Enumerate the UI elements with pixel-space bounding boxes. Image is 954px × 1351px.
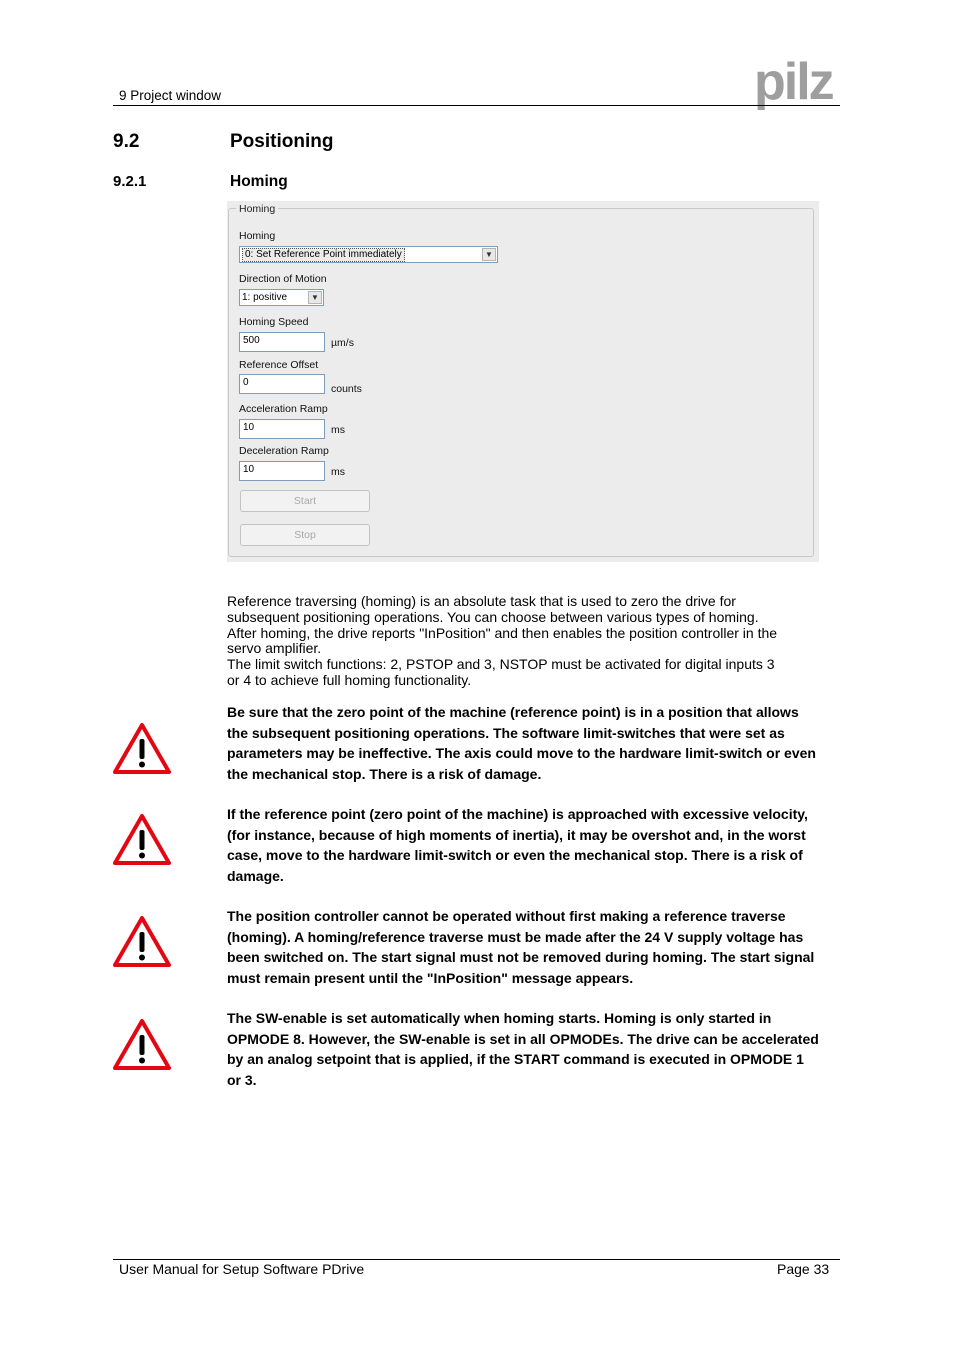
text-line: Be sure that the zero point of the machine (reference point) is in a position that allows: [227, 704, 799, 720]
subsection-number: 9.2.1: [113, 173, 147, 190]
homing-mode-value: 0: Set Reference Point immediately: [242, 248, 405, 262]
section-title: Positioning: [230, 131, 334, 152]
page-number: Page 33: [777, 1261, 830, 1277]
acceleration-ramp-unit: ms: [331, 424, 345, 436]
text-line: the subsequent positioning operations. The software limit-switches that were set as: [227, 724, 785, 741]
text-line: The limit switch functions: 2, PSTOP and 3, NSTOP must be activated for digital inputs 3: [227, 656, 775, 673]
homing-speed-label: Homing Speed: [239, 316, 309, 328]
text-line: parameters may be ineffective. The axis could move to the hardware limit-switch or even: [227, 745, 816, 761]
running-header: 9 Project window: [119, 88, 222, 103]
direction-label: Direction of Motion: [239, 273, 327, 285]
text-line: damage.: [227, 867, 284, 884]
homing-speed-input[interactable]: 500: [239, 332, 325, 352]
warning-triangle-icon: [112, 915, 172, 969]
deceleration-ramp-unit: ms: [331, 466, 345, 478]
warning-2-text: [227, 804, 843, 886]
warning-triangle-icon: [112, 813, 172, 867]
text-line: The position controller cannot be operated without first making a reference traverse: [227, 908, 786, 924]
text-line: (homing). A homing/reference traverse must be made after the 24 V supply voltage has: [227, 928, 804, 945]
pilz-logo: pilz: [754, 53, 833, 111]
warning-3-text: [227, 906, 843, 988]
text-line: servo amplifier.: [227, 640, 322, 657]
text-line: OPMODE 8. However, the SW-enable is set in all OPMODEs. The drive can be accelerated: [227, 1030, 819, 1047]
header-divider: [113, 105, 840, 106]
warning-1-text: [227, 702, 843, 784]
text-line: must remain present until the "InPosition" message appears.: [227, 969, 634, 986]
text-line: by an analog setpoint that is applied, if the START command is executed in OPMODE 1: [227, 1051, 804, 1067]
chevron-down-icon[interactable]: ▼: [482, 248, 496, 261]
subsection-title: Homing: [230, 173, 288, 190]
homing-speed-unit: µm/s: [331, 337, 354, 349]
direction-select[interactable]: [239, 289, 324, 306]
deceleration-ramp-label: Deceleration Ramp: [239, 445, 329, 457]
acceleration-ramp-label: Acceleration Ramp: [239, 403, 328, 415]
warning-triangle-icon: [112, 1018, 172, 1072]
text-line: If the reference point (zero point of the machine) is approached with excessive velocity,: [227, 806, 808, 822]
homing-mode-select[interactable]: [239, 246, 498, 263]
footer-document-title: User Manual for Setup Software PDrive: [119, 1261, 365, 1277]
text-line: The SW-enable is set automatically when homing starts. Homing is only started in: [227, 1010, 772, 1026]
reference-offset-label: Reference Offset: [239, 359, 319, 371]
homing-mode-label: Homing: [239, 230, 276, 242]
text-line: After homing, the drive reports "InPosition" and then enables the position controller in the: [227, 624, 778, 641]
reference-offset-unit: counts: [331, 383, 362, 395]
footer-divider: [113, 1259, 840, 1260]
chevron-down-icon[interactable]: ▼: [308, 291, 322, 304]
start-button[interactable]: Start: [240, 490, 370, 512]
text-line: been switched on. The start signal must not be removed during homing. The start signal: [227, 949, 815, 965]
text-line: or 3.: [227, 1071, 257, 1088]
stop-button[interactable]: Stop: [240, 524, 370, 546]
groupbox-title: Homing: [236, 203, 278, 215]
intro-paragraph: [227, 594, 837, 689]
acceleration-ramp-input[interactable]: 10: [239, 419, 325, 439]
section-number: 9.2: [113, 131, 140, 152]
reference-offset-input[interactable]: 0: [239, 374, 325, 394]
text-line: subsequent positioning operations. You can choose between various types of homing.: [227, 608, 759, 625]
text-line: (for instance, because of high moments of inertia), it may be overshot and, in the worst: [227, 826, 806, 843]
warning-4-text: [227, 1008, 843, 1090]
text-line: Reference traversing (homing) is an absolute task that is used to zero the drive for: [227, 593, 736, 609]
deceleration-ramp-input[interactable]: 10: [239, 461, 325, 481]
warning-triangle-icon: [112, 722, 172, 776]
text-line: case, move to the hardware limit-switch or even the mechanical stop. There is a risk of: [227, 847, 803, 863]
text-line: or 4 to achieve full homing functionality.: [227, 671, 472, 688]
text-line: the mechanical stop. There is a risk of damage.: [227, 765, 542, 782]
direction-value: 1: positive: [242, 292, 288, 303]
